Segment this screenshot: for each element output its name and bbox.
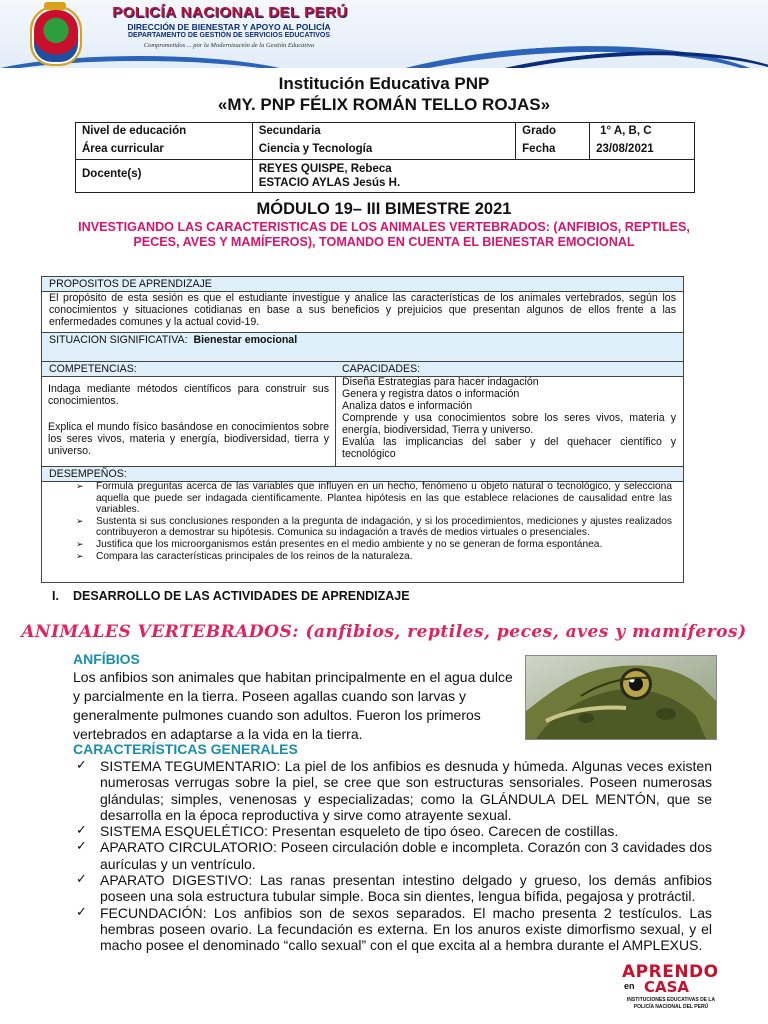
grado-value: 1° A, B, C xyxy=(590,123,695,142)
desempenos-label: DESEMPEÑOS: xyxy=(42,466,683,482)
propositos-text: El propósito de esta sesión es que el estudiante investigue y analice las características de los animales vertebrados, según los conocimientos y situaciones cotidianas en base a sus beneficios y prejuicios que presentan algunos de ellos frente a las enfermedades comunes y la actual covid-19. xyxy=(49,292,676,328)
competencias-label: COMPETENCIAS: xyxy=(42,361,336,377)
capacidad-item: Genera y registra datos o información xyxy=(342,388,520,400)
fecha-label: Fecha xyxy=(516,141,590,160)
logo-line-4: INSTITUCIONES EDUCATIVAS DE LA xyxy=(626,997,716,1003)
institution-school: «MY. PNP FÉLIX ROMÁN TELLO ROJAS» xyxy=(217,95,551,114)
arrow-bullet-icon: ➢ xyxy=(76,538,84,549)
caracteristica-text: SISTEMA TEGUMENTARIO: La piel de los anfibios es desnuda y húmeda. Algunas veces existen numerosas verrugas sobre la piel, se cree que son estructuras sensoriales. Poseen numerosas glándulas; simples, venenosas y especializadas; como la GLÁNDULA DEL MENTÓN, que se desarrolla en la época reproductiva y sirve como atrayente sexual. xyxy=(100,758,712,823)
desempeno-text: Formula preguntas acerca de las variables que influyen en un hecho, fenómeno u objeto natural o tecnológico, y selecciona aquella que puede ser indagada científicamente. Plantea hipótesis en las que establece relaciones de causalidad entre las variables. xyxy=(96,481,672,516)
docente-label: Docente(s) xyxy=(76,160,253,193)
banner-title: POLICÍA NACIONAL DEL PERÚ xyxy=(112,4,348,21)
docente-1: REYES QUISPE, Rebeca xyxy=(258,163,392,175)
unit-title: INVESTIGANDO LAS CARACTERISTICAS DE LOS ANIMALES VERTEBRADOS: (ANFIBIOS, REPTILES, PECES, AVES Y MAMÍFEROS), TOMANDO EN CUENTA EL BIENESTAR EMOCIONAL xyxy=(78,220,690,249)
frog-photo xyxy=(525,655,717,740)
desempeno-text: Sustenta si sus conclusiones responden a la pregunta de indagación, y si los procedimientos, mediciones y ajustes realizados contribuyeron a demostrar su hipótesis. Comunica su indagación a través de medios virtuales o presenciales. xyxy=(96,515,672,539)
capacidad-item: Comprende y usa conocimientos sobre los seres vivos, materia y energía, biodiversidad, Tierra y universo. xyxy=(342,412,676,436)
desempeno-item xyxy=(72,539,672,551)
banner-subtitle-2: DEPARTAMENTO DE GESTIÓN DE SERVICIOS EDUCATIVOS xyxy=(128,32,330,39)
institution-name: Institución Educativa PNP xyxy=(278,74,490,93)
anfibios-text: Los anfibios son animales que habitan principalmente en el agua dulce y parcialmente en la tierra. Poseen agallas cuando son larvas y generalmente pulmones cuando son adultos. Fueron los primeros vertebrados en adaptarse a la vida en la tierra. xyxy=(73,669,513,742)
capacidad-item: Evalúa las implicancias del saber y del quehacer científico y tecnológico xyxy=(342,436,676,460)
crest-cap xyxy=(44,2,66,10)
caracteristica-item xyxy=(76,823,712,839)
fecha-value: 23/08/2021 xyxy=(590,141,695,160)
caracteristicas-list xyxy=(76,758,712,954)
docente-values xyxy=(252,160,694,193)
check-icon: ✓ xyxy=(76,904,87,920)
info-table xyxy=(75,122,695,193)
nivel-label: Nivel de educación xyxy=(76,123,253,142)
desempeno-text: Compara las características principales de los reinos de la naturaleza. xyxy=(96,550,413,562)
banner-subtitle-1: DIRECCIÓN DE BIENESTAR Y APOYO AL POLICÍA xyxy=(127,22,331,32)
desempeno-text: Justifica que los microorganismos están presentes en el medio ambiente y no se generan de forma espontánea. xyxy=(96,538,603,550)
capacidad-item: Analiza datos e información xyxy=(342,400,473,412)
caracteristica-text: APARATO DIGESTIVO: Las ranas presentan intestino delgado y grueso, los demás anfibios poseen una sola estructura tubular simple. Boca sin dientes, lengua bífida, pegajosa y protráctil. xyxy=(100,872,712,905)
frog-illustration xyxy=(526,656,716,739)
competencia-item: Indaga mediante métodos científicos para construir sus conocimientos. xyxy=(48,383,329,407)
area-value: Ciencia y Tecnología xyxy=(252,141,515,160)
aprendo-en-casa-logo xyxy=(618,962,718,1018)
caracteristica-item xyxy=(76,905,712,954)
caracteristica-text: APARATO CIRCULATORIO: Poseen circulación doble e incompleta. Corazón con 3 cavidades dos aurículas y un ventrículo. xyxy=(100,839,712,872)
arrow-bullet-icon: ➢ xyxy=(76,550,84,561)
section-heading xyxy=(52,589,410,603)
check-icon: ✓ xyxy=(76,839,87,855)
anfibios-heading: ANFÍBIOS xyxy=(73,651,140,667)
capacidades-label: CAPACIDADES: xyxy=(335,361,683,377)
logo-line-1: APRENDO xyxy=(622,962,719,982)
police-crest-icon xyxy=(30,6,82,66)
desempeno-item xyxy=(72,551,672,563)
caracteristica-text: SISTEMA ESQUELÉTICO: Presentan esqueleto de tipo óseo. Carecen de costillas. xyxy=(100,823,619,840)
caracteristica-item xyxy=(76,758,712,823)
capacidades-column xyxy=(342,376,676,460)
desempeno-item xyxy=(72,481,672,516)
arrow-bullet-icon: ➢ xyxy=(76,481,84,491)
section-number: I. xyxy=(52,589,59,603)
check-icon: ✓ xyxy=(76,872,87,888)
situacion-label: SITUACION SIGNIFICATIVA: xyxy=(49,334,188,346)
module-title: MÓDULO 19– III BIMESTRE 2021 xyxy=(256,200,512,218)
section-title: DESARROLLO DE LAS ACTIVIDADES DE APRENDIZAJE xyxy=(72,589,410,603)
logo-line-5: POLICÍA NACIONAL DEL PERÚ xyxy=(633,1004,709,1010)
caracteristica-text: FECUNDACIÓN: Los anfibios son de sexos separados. El macho presenta 2 testículos. Las hembras poseen ovario. La fecundación es externa. En los anuros existe dimorfismo sexual, y el macho posee el denominado “callo sexual” con el que excita al a hembra durante el AMPLEXUS. xyxy=(100,904,712,954)
vertebrados-title: ANIMALES VERTEBRADOS: (anfibios, reptiles, peces, aves y mamíferos) xyxy=(21,622,747,642)
caracteristicas-heading: CARACTERÍSTICAS GENERALES xyxy=(73,741,298,757)
planning-box xyxy=(41,276,684,583)
desempeno-item xyxy=(72,516,672,539)
situacion-value: Bienestar emocional xyxy=(193,334,298,346)
check-icon: ✓ xyxy=(76,758,87,773)
desempenos-list xyxy=(72,481,672,562)
caracteristica-item xyxy=(76,872,712,905)
situacion-row xyxy=(42,332,683,362)
check-icon: ✓ xyxy=(76,823,87,839)
logo-line-3: CASA xyxy=(644,978,690,996)
arrow-bullet-icon: ➢ xyxy=(76,515,84,526)
competencia-item: Explica el mundo físico basándose en conocimientos sobre los seres vivos, materia y energía, biodiversidad, tierra y universo. xyxy=(48,421,329,457)
nivel-value: Secundaria xyxy=(252,123,515,142)
logo-line-2: en xyxy=(624,981,635,991)
docente-2: ESTACIO AYLAS Jesús H. xyxy=(258,177,401,189)
propositos-label: PROPOSITOS DE APRENDIZAJE xyxy=(42,277,683,292)
caracteristica-item xyxy=(76,839,712,872)
banner-motto: Comprometidos ... por la Modernización de la Gestión Educativa xyxy=(143,42,315,49)
competencias-column xyxy=(42,376,336,466)
grado-label: Grado xyxy=(516,123,590,142)
area-label: Área curricular xyxy=(76,141,253,160)
capacidad-item: Diseña Estrategias para hacer indagación xyxy=(342,376,539,388)
header-banner xyxy=(0,0,768,68)
